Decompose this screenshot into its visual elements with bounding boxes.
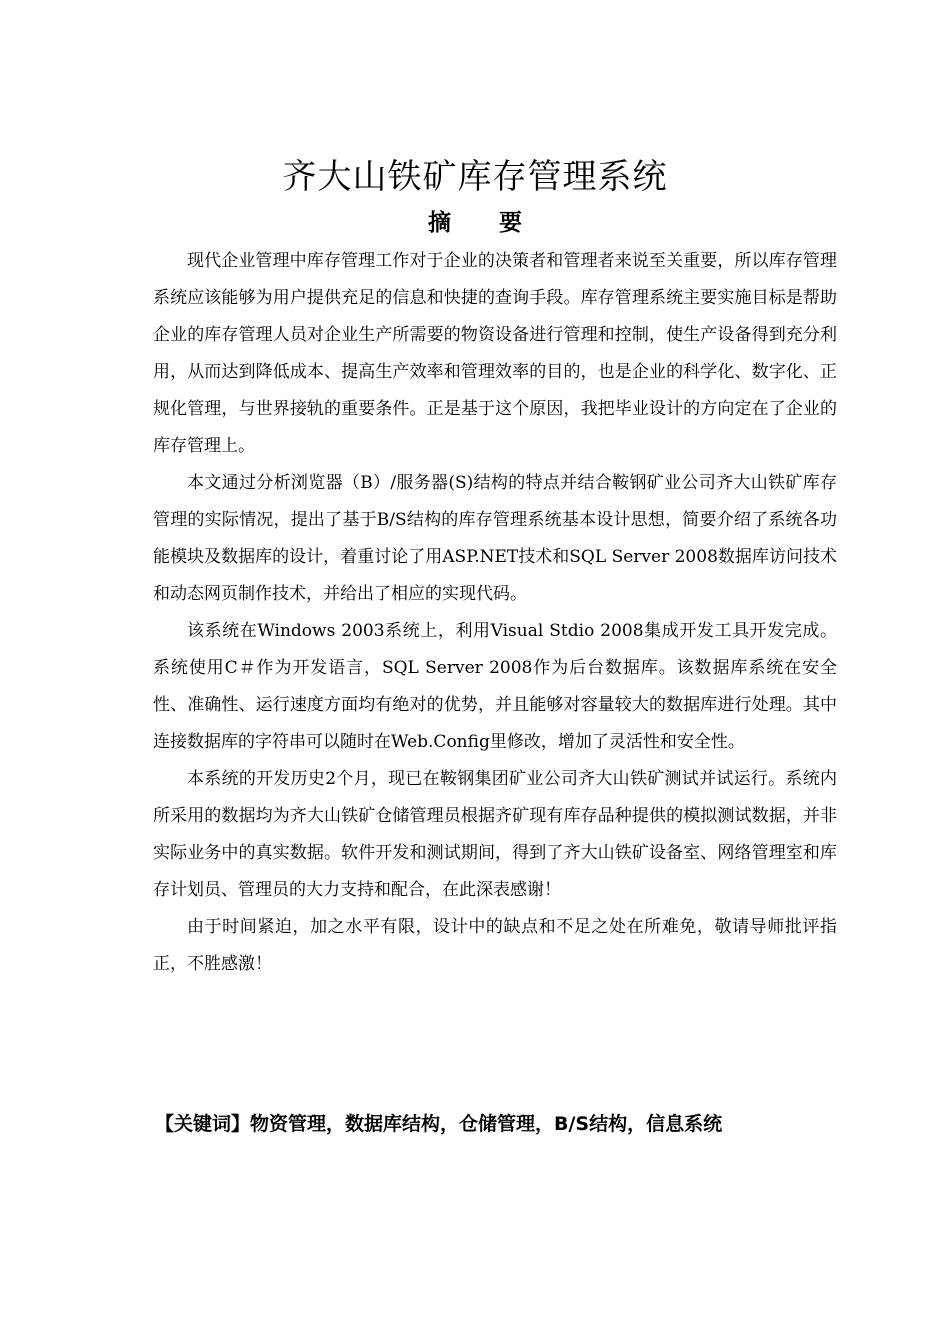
abstract-body	[153, 243, 837, 983]
abstract-paragraph: 本系统的开发历史2个月，现已在鞍钢集团矿业公司齐大山铁矿测试并试运行。系统内所采用的数据均为齐大山铁矿仓储管理员根据齐矿现有库存品种提供的模拟测试数据，并非实际业务中的真实数据。软件开发和测试期间，得到了齐大山铁矿设备室、网络管理室和库存计划员、管理员的大力支持和配合，在此深表感谢！	[153, 769, 837, 900]
abstract-paragraph: 本文通过分析浏览器（B）/服务器(S)结构的特点并结合鞍钢矿业公司齐大山铁矿库存管理的实际情况，提出了基于B/S结构的库存管理系统基本设计思想，简要介绍了系统各功能模块及数据库的设计，着重讨论了用ASP.NET技术和SQL Server 2008数据库访问技术和动态网页制作技术，并给出了相应的实现代码。	[153, 473, 837, 604]
document-title: 齐大山铁矿库存管理系统	[282, 157, 668, 197]
keywords-line: 【关键词】物资管理，数据库结构，仓储管理，B/S结构，信息系统	[155, 1113, 723, 1135]
abstract-paragraph: 由于时间紧迫，加之水平有限，设计中的缺点和不足之处在所难免，敬请导师批评指正，不胜感激！	[153, 917, 837, 974]
abstract-paragraph: 该系统在Windows 2003系统上，利用Visual Stdio 2008集成开发工具开发完成。系统使用C＃作为开发语言，SQL Server 2008作为后台数据库。该数据库系统在安全性、准确性、运行速度方面均有绝对的优势，并且能够对容量较大的数据库进行处理。其中连接数据库的字符串可以随时在Web.Config里修改，增加了灵活性和安全性。	[153, 621, 837, 752]
abstract-paragraph: 现代企业管理中库存管理工作对于企业的决策者和管理者来说至关重要，所以库存管理系统应该能够为用户提供充足的信息和快捷的查询手段。库存管理系统主要实施目标是帮助企业的库存管理人员对企业生产所需要的物资设备进行管理和控制，使生产设备得到充分利用，从而达到降低成本、提高生产效率和管理效率的目的，也是企业的科学化、数字化、正规化管理，与世界接轨的重要条件。正是基于这个原因，我把毕业设计的方向定在了企业的库存管理上。	[153, 251, 837, 456]
abstract-heading: 摘 要	[427, 210, 522, 236]
